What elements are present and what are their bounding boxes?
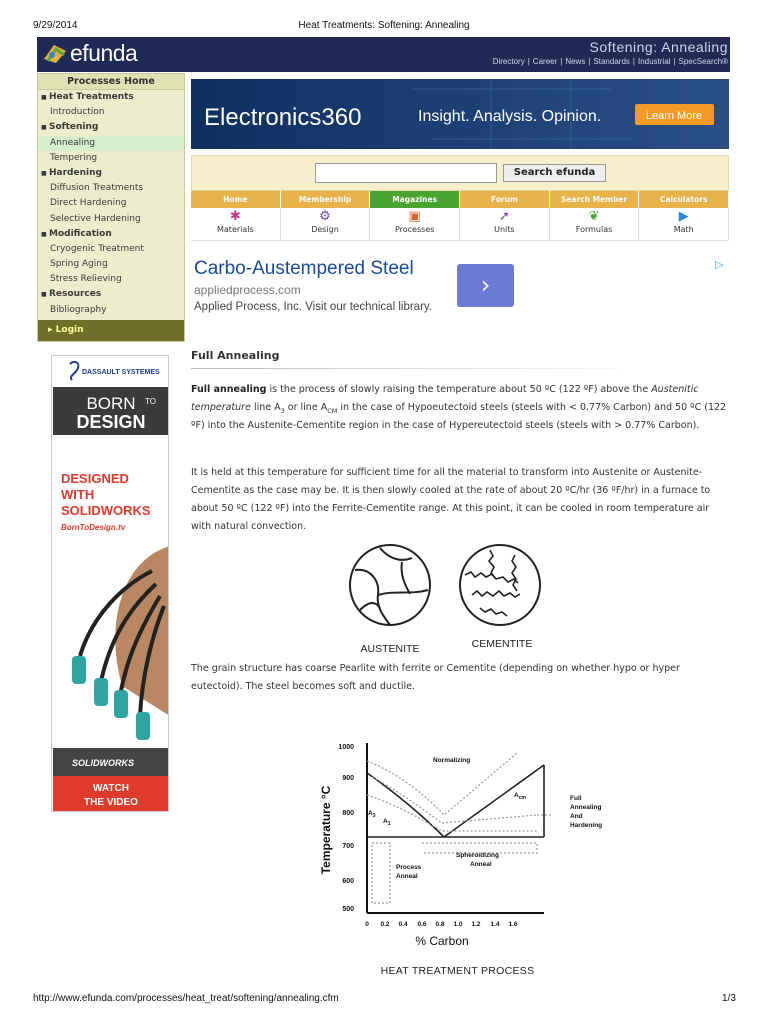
ad-to: TO (145, 397, 156, 406)
nav-calculators[interactable]: Calculators (639, 191, 729, 208)
label-a3 (368, 810, 376, 819)
print-title: Heat Treatments: Softening: Annealing (298, 20, 470, 31)
label-process-anneal: Anneal (396, 873, 418, 880)
label-a3-main: A (368, 810, 373, 817)
acm-line (444, 765, 544, 837)
sidebar-item-introduction[interactable]: Introduction (50, 107, 105, 118)
sidebar-item-annealing[interactable]: Annealing (38, 136, 184, 151)
nav-home[interactable]: Home (191, 191, 281, 208)
top-links (493, 57, 728, 66)
p1-a: is the process of slowly raising the temperature about 50 ºC (122 ºF) above the (266, 384, 652, 395)
search-input[interactable] (315, 163, 497, 183)
top-link-career[interactable]: Career (532, 57, 558, 66)
ad-headline-3: SOLIDWORKS (61, 503, 151, 518)
sidebar-head[interactable]: Processes Home (38, 74, 184, 90)
page-heading: Softening: Annealing (589, 39, 728, 55)
p1-c: or line A (284, 402, 328, 413)
term-full-annealing: Full annealing (191, 384, 267, 395)
label-acm (514, 792, 526, 801)
sidebar-item-spring-aging[interactable]: Spring Aging (50, 259, 108, 270)
units-icon: ➚ (498, 209, 510, 224)
label-a3-sub: 3 (372, 813, 376, 819)
icon-nav-label: Formulas (575, 225, 613, 234)
electronics360-banner[interactable] (191, 79, 729, 149)
materials-icon: ✱ (229, 209, 241, 224)
y-tick: 800 (342, 810, 354, 817)
ad-cta-2[interactable]: THE VIDEO (84, 797, 138, 808)
sidebar-item-diffusion-treatments[interactable]: Diffusion Treatments (50, 183, 144, 194)
x-tick: 1.0 (453, 921, 463, 928)
x-axis-title: % Carbon (415, 934, 469, 948)
x-tick: 0.8 (435, 921, 445, 928)
label-annealing: Annealing (570, 804, 602, 811)
x-tick: 0.6 (417, 921, 427, 928)
x-tick: 1.4 (490, 921, 500, 928)
label-a1 (383, 818, 391, 827)
a3-line (367, 773, 444, 837)
icon-nav-label: Processes (394, 225, 435, 234)
diagram-caption: HEAT TREATMENT PROCESS (380, 965, 535, 977)
sidebar-item-softening[interactable]: ■ Softening (38, 120, 184, 135)
label-sph-anneal: Anneal (470, 861, 492, 868)
y-tick: 700 (342, 843, 354, 850)
nav-magazines[interactable]: Magazines (370, 191, 460, 208)
icon-nav-processes[interactable] (370, 208, 460, 240)
top-link-directory[interactable]: Directory (492, 57, 525, 66)
link-separator: | (632, 57, 635, 66)
label-full: Full (570, 795, 582, 802)
link-separator: | (588, 57, 591, 66)
icon-nav-units[interactable] (460, 208, 550, 240)
ad-born: BORN (86, 394, 136, 413)
icon-nav (191, 208, 729, 241)
learn-more-button[interactable]: Learn More (645, 110, 703, 122)
full-anneal-region-lower (367, 795, 537, 831)
x-tick: 0.2 (380, 921, 390, 928)
sidebar-item-selective-hardening[interactable]: Selective Hardening (50, 213, 141, 224)
link-separator: | (560, 57, 563, 66)
label-austenite: AUSTENITE (360, 643, 420, 655)
paragraph-2: It is held at this temperature for sufficient time for all the material to transform into Austenite or Austenite-Cementite as the case may be. It is then slowly cooled at the rate of about 20 ºC/hr (36 ºF/hr) in a furnace to about 50 ºC (122 ºF) into the Ferrite-Cementite range. At this point, it can be cooled in room temperature air with natural convection. (191, 467, 711, 532)
label-spheroidizing: Spheroidizing (456, 852, 499, 859)
gear-icon: ⚙ (319, 209, 331, 224)
p1-sub-3: 3 (280, 406, 285, 415)
paragraph-1 (191, 381, 731, 435)
formulas-icon: ❦ (588, 209, 600, 224)
print-date: 9/29/2014 (33, 20, 78, 31)
print-url: http://www.efunda.com/processes/heat_treat/softening/annealing.cfm (33, 993, 339, 1004)
banner-brand: Electronics360 (204, 104, 362, 131)
x-tick: 0.4 (398, 921, 408, 928)
label-acm-main: A (514, 792, 519, 799)
ad-site: BornToDesign.tv (61, 523, 126, 532)
top-link-specsearch[interactable]: SpecSearch® (678, 57, 728, 66)
icon-nav-label: Materials (217, 225, 254, 234)
top-link-news[interactable]: News (565, 57, 586, 66)
microstructure-figure (340, 540, 550, 655)
label-acm-sub: cm (518, 795, 526, 801)
sidebar-item-hardening[interactable]: ■ Hardening (38, 166, 184, 181)
label-cementite: CEMENTITE (471, 638, 533, 650)
x-tick: 0 (365, 921, 369, 928)
text-ad-title[interactable]: Carbo-Austempered Steel (194, 258, 414, 279)
nav-forum[interactable]: Forum (460, 191, 550, 208)
label-and: And (570, 813, 583, 820)
p1-sub-cm: CM (327, 406, 338, 415)
label-normalizing: Normalizing (433, 757, 471, 764)
icon-nav-formulas[interactable] (550, 208, 640, 240)
heat-treatment-diagram (312, 735, 632, 950)
y-tick: 600 (342, 878, 354, 885)
y-tick: 900 (342, 775, 354, 782)
top-link-standards[interactable]: Standards (593, 57, 630, 66)
sidebar-item-stress-relieving[interactable]: Stress Relieving (50, 274, 122, 285)
banner-art (191, 79, 729, 149)
full-anneal-region (372, 777, 537, 823)
icon-nav-label: Math (673, 225, 694, 234)
sidebar (37, 73, 185, 342)
label-hardening: Hardening (570, 822, 603, 829)
banner-tagline: Insight. Analysis. Opinion. (418, 108, 602, 125)
sidebar-item-bibliography[interactable]: Bibliography (50, 304, 107, 315)
x-tick: 1.6 (508, 921, 518, 928)
article-title: Full Annealing (191, 349, 280, 362)
ad-headline-2: WITH (61, 487, 95, 502)
solidworks-ad[interactable] (51, 355, 169, 812)
p1-b: line A (250, 402, 281, 413)
nav-membership[interactable]: Membership (281, 191, 371, 208)
text-ad-url[interactable]: appliedprocess.com (194, 283, 301, 297)
sidebar-item-resources[interactable]: ■ Resources (38, 287, 184, 302)
login-button[interactable]: ▸ Login (38, 320, 184, 341)
ad-design: DESIGN (76, 412, 146, 432)
paragraph-3: The grain structure has coarse Pearlite with ferrite or Cementite (depending on whether hypo or hyper eutectoid). The steel becomes soft and ductile. (191, 663, 680, 692)
logo-text[interactable]: efunda (70, 40, 138, 66)
efunda-logo-icon[interactable] (40, 41, 70, 67)
label-a1-main: A (383, 818, 388, 825)
ad-product: SOLIDWORKS (72, 758, 134, 768)
adchoices-icon[interactable]: ▷ (715, 258, 724, 271)
ad-headline-1: DESIGNED (61, 471, 129, 486)
sidebar-item-modification[interactable]: ■ Modification (38, 227, 184, 242)
icon-nav-label: Units (494, 225, 515, 234)
text-ad-description: Applied Process, Inc. Visit our technical library. (194, 301, 432, 313)
sidebar-item-direct-hardening[interactable]: Direct Hardening (50, 198, 127, 209)
login-label: Login (55, 325, 84, 335)
sidebar-item-heat-treatments[interactable]: ■ Heat Treatments (38, 90, 184, 105)
p1-italic: Austenitic temperature (191, 384, 699, 413)
link-separator: | (527, 57, 530, 66)
solidworks-ad-art (52, 356, 169, 812)
nav-search-member[interactable]: Search Member (550, 191, 640, 208)
process-anneal-region (372, 843, 390, 903)
processes-icon: ▣ (408, 209, 421, 224)
label-process: Process (396, 864, 422, 871)
search-button[interactable]: Search efunda (503, 164, 606, 182)
ad-cta-1[interactable]: WATCH (93, 783, 129, 794)
label-a1-sub: 1 (387, 821, 391, 827)
y-tick: 500 (342, 906, 354, 913)
y-tick: 1000 (338, 744, 354, 751)
main-nav (191, 191, 729, 208)
search-bar (191, 155, 729, 191)
p1-d: in the case of Hypoeutectoid steels (steels with < 0.77% Carbon) and 50 ºC (122 ºF) into the Austenite-Cementite region in the case of Hypereutectoid steels (steels with > 0.77% Carbon). (191, 402, 727, 431)
math-icon: ▶ (678, 209, 689, 224)
top-link-industrial[interactable]: Industrial (637, 57, 671, 66)
sidebar-items (38, 90, 184, 318)
print-page-number: 1/3 (722, 993, 736, 1004)
ad-arrow-button[interactable]: › (457, 264, 514, 307)
title-divider (191, 368, 661, 369)
sidebar-item-cryogenic-treatment[interactable]: Cryogenic Treatment (50, 243, 144, 254)
icon-nav-math[interactable] (639, 208, 729, 240)
y-axis-title: Temperature °C (319, 785, 333, 875)
x-tick: 1.2 (471, 921, 481, 928)
link-separator: | (673, 57, 676, 66)
icon-nav-label: Design (311, 225, 339, 234)
ad-brand: DASSAULT SYSTEMES (82, 369, 160, 376)
sidebar-item-tempering[interactable]: Tempering (50, 152, 98, 163)
icon-nav-materials[interactable] (191, 208, 281, 240)
icon-nav-design[interactable] (281, 208, 371, 240)
